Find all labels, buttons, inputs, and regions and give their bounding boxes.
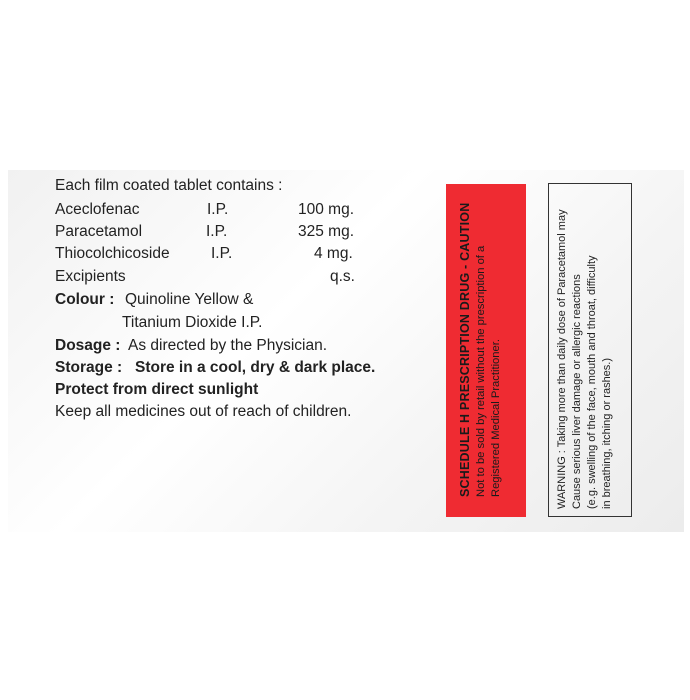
keep-away-children-text: Keep all medicines out of reach of children. bbox=[55, 403, 352, 420]
caution-title: SCHEDULE H PRESCRIPTION DRUG - CAUTION bbox=[458, 202, 472, 497]
ingredient-name: Excipients bbox=[55, 268, 126, 285]
warning-line: Cause serious liver damage or allergic reactions bbox=[571, 274, 583, 509]
composition-heading: Each film coated tablet contains : bbox=[55, 177, 283, 194]
protect-sunlight-text: Protect from direct sunlight bbox=[55, 381, 259, 398]
ingredient-amount: q.s. bbox=[330, 268, 355, 285]
ingredient-grade: I.P. bbox=[207, 201, 229, 218]
colour-value: Titanium Dioxide I.P. bbox=[122, 314, 263, 331]
caution-line: Registered Medical Practitioner. bbox=[490, 339, 502, 497]
dosage-value: As directed by the Physician. bbox=[128, 337, 328, 354]
caution-line: Not to be sold by retail without the prescription of a bbox=[475, 245, 487, 497]
ingredient-grade: I.P. bbox=[211, 245, 233, 262]
ingredient-name: Aceclofenac bbox=[55, 201, 140, 218]
storage-value: Store in a cool, dry & dark place. bbox=[135, 359, 376, 376]
warning-line: (e.g. swelling of the face, mouth and throat, difficulty bbox=[586, 255, 598, 509]
ingredient-name: Paracetamol bbox=[55, 223, 143, 240]
ingredient-amount: 325 mg. bbox=[298, 223, 355, 240]
warning-line: WARNING : Taking more than daily dose of Paracetamol may bbox=[556, 209, 568, 509]
ingredient-grade: I.P. bbox=[206, 223, 228, 240]
warning-line: in breathing, itching or rashes.) bbox=[601, 357, 613, 509]
colour-value: Quinoline Yellow & bbox=[125, 291, 254, 308]
storage-label: Storage : bbox=[55, 359, 123, 376]
ingredient-amount: 4 mg. bbox=[314, 245, 353, 262]
colour-label: Colour : bbox=[55, 291, 115, 308]
ingredient-name: Thiocolchicoside bbox=[55, 245, 170, 262]
ingredient-amount: 100 mg. bbox=[298, 201, 355, 218]
dosage-label: Dosage : bbox=[55, 337, 121, 354]
